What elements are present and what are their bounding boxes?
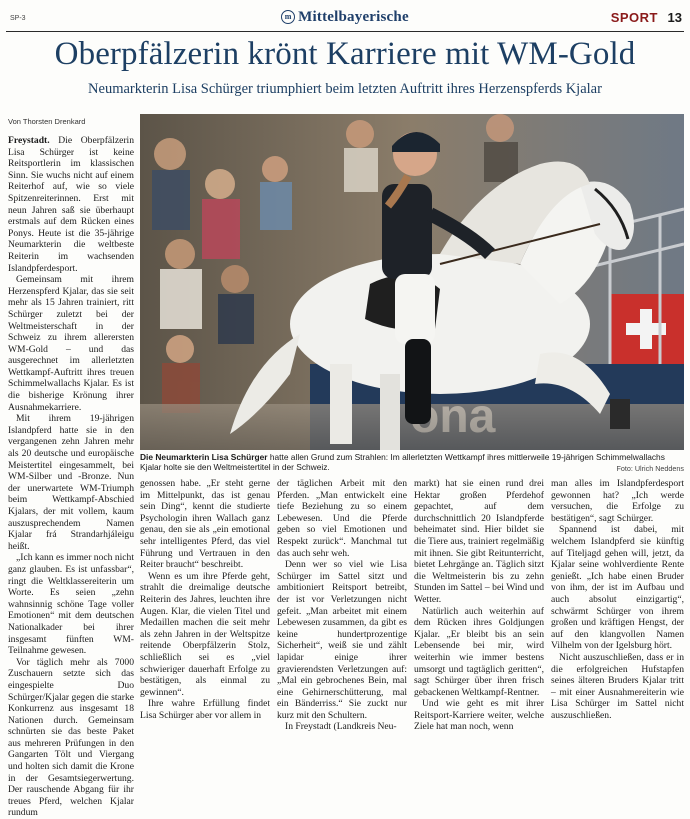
paragraph: Gemeinsam mit ihrem Herzenspferd Kjalar, das sie seit mehr als 15 Jahren trainiert, ritt Schürger zuletzt bei der Weltmeisterschaft in der Schweiz zu ihrem allerersten WM-Gold – und das ausgerechnet im allerletzten Wettkampf-Auftritt ihres treuen Schimmelwallachs Kjalar. Es ist die bisherige Krönung ihrer Ausnahmekarriere. — [8, 274, 134, 413]
caption-text: hatte allen Grund zum Strahlen: Im allerletzten Wettkampf ihres mittlerweile 19-jährigen Schimmelwallachs Kjalar holte sie den Weltmeistertitel in der Schweiz. — [140, 452, 665, 472]
article-headline: Oberpfälzerin krönt Karriere mit WM-Gold — [54, 36, 636, 72]
paragraph: Nicht auszuschließen, dass er in die erfolgreichen Hufstapfen seines älteren Bruders Kjalar tritt – mit einer Ausnahmereiterin wie Lisa Schürger im Sattel nicht auszuschließen. — [551, 651, 684, 721]
article-column-1 — [8, 135, 135, 819]
paragraph: Mit ihrem 19-jährigen Islandpferd hatte sie in den vergangenen zehn Jahren mehr als 20 deutsche und europäische Meistertitel eingesammelt, bei WM-Silber und -Bronze. Nun der unerwartete WM-Triumph beim Wettkampf-Abschied Kjalars, der mit vollem, kaum auszusprechendem Namen Kjalar frá Strandarhjáleigu heißt. — [8, 413, 134, 552]
paragraph: Wenn es um ihre Pferde geht, strahlt die dreimalige deutsche Reiterin des Jahres, leuchten ihre Augen. Klar, die vielen Titel und Medaillen machen die seit mehr als zehn Jahren in der Weltspitze reitende Oberpfälzerin Stolz, schließlich sei es „viel schwieriger dauerhaft Erfolge zu bestätigen, als einmal zu gewinnen“. — [140, 570, 270, 698]
article-subheadline: Neumarkterin Lisa Schürger triumphiert beim letzten Auftritt ihres Herzenspferds Kjalar — [88, 81, 602, 97]
paragraph: man alles im Islandpferdesport gewonnen hat? „Ich werde versuchen, die Erfolge zu bestätigen“, sagt Schürger. — [551, 478, 684, 524]
page-header — [6, 6, 684, 32]
page-code: SP-3 — [10, 15, 26, 22]
paragraph: „Ich kann es immer noch nicht ganz glauben. Es ist unfassbar“, ringt die Weltklassereiterin um Worte. Es seien „zehn wahnsinnig schöne Tage voller Emotionen“ mit dem deutschen Nationalkader bei ihrer insgesamt fünften WM-Teilnahme gewesen. — [8, 552, 135, 657]
paragraph: der täglichen Arbeit mit den Pferden. „Man entwickelt eine tiefe Beziehung zu so einem Lebewesen. Und die Pferde geben so viel Emotionen und Respekt zurück“. Manchmal tut das auch sehr weh. — [277, 478, 407, 559]
masthead-title: Mittelbayerische — [298, 9, 409, 25]
page-number: 13 — [667, 10, 682, 25]
paragraph: Denn wer so viel wie Lisa Schürger im Sattel sitzt und ambitioniert Reitsport betreibt, der ist vor Verletzungen nicht gefeit. „Man arbeitet mit einem Lebewesen zusammen, da gibt es keine hundertprozentige Sicherheit“, weiß sie und zählt lapidar einige ihrer gravierendsten Verletzungen auf: „Mal ein gebrochenes Bein, mal eine Gehirnerschütterung, mal ein Bänderriss.“ Sie zuckt nur kurz mit den Schultern. — [277, 559, 407, 721]
paragraph: Ihre wahre Erfüllung findet Lisa Schürger aber vor allem in — [140, 698, 270, 721]
article-column-3 — [277, 478, 407, 733]
dateline: Freystadt. — [8, 135, 50, 146]
paragraph: In Freystadt (Landkreis Neu- — [285, 721, 397, 733]
masthead — [6, 9, 684, 26]
paragraph: Und wie geht es mit ihrer Reitsport-Karriere weiter, welche Ziele hat man noch, wenn — [414, 698, 544, 733]
paragraph: Spannend ist dabei, mit welchem Islandpferd sie künftig auf Titeljagd gehen will, jetzt, da Kjalar seine wohlverdiente Rente genießt. „Ich habe einen Bruder von ihm, der ist im Aufbau und auch absolut einzigartig“, schwärmt Schürger von ihrem großen und kräftigen Hengst, der auf den klangvollen Namen Vilhelm von der Igelsburg hört. — [551, 524, 684, 652]
caption-lead: Die Neumarkterin Lisa Schürger — [140, 452, 268, 462]
paragraph: markt) hat sie einen rund drei Hektar großen Pferdehof gepachtet, auf dem durchschnittlich 20 Islandpferde beheimatet sind. Hier bildet sie die Tiere aus, trainiert regelmäßig mit ihnen. Sie gibt Reitunterricht, bietet Lehrgänge an. Täglich sitzt die Weltmeisterin bis zu zehn Stunden im Sattel – bei Wind und Wetter. — [414, 478, 544, 605]
paragraph: Natürlich auch weiterhin auf dem Rücken ihres Goldjungen Kjalar. „Er bleibt bis an sein Lebensende bei mir, wird weiterhin wie immer bestens umsorgt und tagtäglich geritten“, sagt Schürger über ihren frisch gebackenen Weltkampf-Rentner. — [414, 605, 544, 698]
paragraph: genossen habe. „Er steht gerne im Mittelpunkt, das ist genau sein Ding“, kennt die studierte Psychologin ihren Wallach ganz genau, den sie als „ein emotional sehr intelligentes Pferd, das viel Führung und Vertrauen in den Reiter braucht“ beschreibt. — [140, 478, 270, 571]
newspaper-logo-icon: m — [281, 10, 295, 24]
paragraph: Freystadt. Die Oberpfälzerin Lisa Schürger ist keine Reitsportlerin im klassischen Sinn. Sie wuchs nicht auf einem Reiterhof auf, wie so viele Spitzenreiterinnen. Erst mit neun Jahren saß sie überhaupt erstmals auf dem Rücken eines Ponys. Heute ist die 35-jährige Neumarkterin die weltbeste Reiterin im wachsenden Islandpferdesport. — [8, 135, 134, 274]
article-column-2 — [140, 478, 270, 721]
paragraph: Vor täglich mehr als 7000 Zuschauern setzte sich das eingespielte Duo Schürger/Kjalar gegen die starke Konkurrenz aus insgesamt 18 Nationen durch. Gemeinsam schnürten sie das beste Paket aus mehreren Prüfungen in den Gangarten Tölt und Viergang und holten sich damit die Krone in der Gesamtsiegerwertung. Der rauschende Abgang für ihr treues Pferd, welchen Kjalar rundum — [8, 656, 134, 819]
byline: Von Thorsten Drenkard — [8, 117, 86, 126]
article-column-5 — [551, 478, 684, 721]
section-label: SPORT — [610, 10, 658, 25]
photo-caption — [140, 452, 684, 472]
photo-credit: Foto: Ulrich Neddens — [616, 464, 684, 473]
article-column-4 — [414, 478, 544, 733]
article-photo — [140, 114, 684, 450]
rider-horse-photo — [140, 114, 684, 450]
